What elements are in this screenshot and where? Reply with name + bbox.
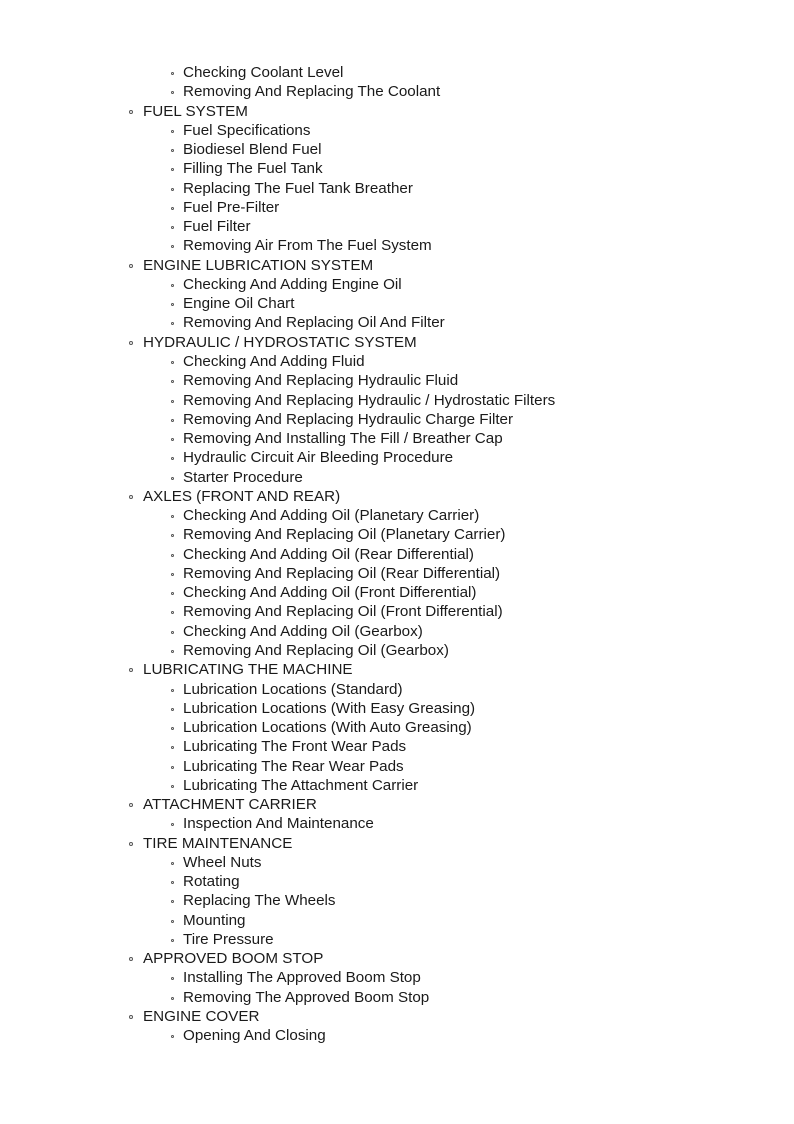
toc-subitem bbox=[0, 988, 794, 1007]
item-label: Rotating bbox=[183, 873, 240, 891]
bullet-icon bbox=[171, 91, 174, 94]
bullet-icon bbox=[171, 457, 174, 460]
bullet-icon bbox=[129, 957, 133, 961]
toc-section-heading bbox=[0, 1007, 794, 1026]
toc-section-heading bbox=[0, 333, 794, 352]
toc-subitem bbox=[0, 1026, 794, 1045]
bullet-icon bbox=[129, 341, 133, 345]
item-label: Removing And Replacing Oil (Rear Differential) bbox=[183, 564, 501, 582]
item-label: Fuel Pre-Filter bbox=[183, 198, 280, 216]
toc-subitem bbox=[0, 294, 794, 313]
toc-section-heading bbox=[0, 834, 794, 853]
toc-subitem bbox=[0, 410, 794, 429]
toc-subitem bbox=[0, 776, 794, 795]
bullet-icon bbox=[171, 920, 174, 923]
toc-subitem bbox=[0, 718, 794, 737]
section-title: LUBRICATING THE MACHINE bbox=[143, 661, 353, 679]
toc-subitem bbox=[0, 699, 794, 718]
bullet-icon bbox=[171, 515, 174, 518]
bullet-icon bbox=[129, 842, 133, 846]
toc-section-heading bbox=[0, 949, 794, 968]
toc-subitem bbox=[0, 930, 794, 949]
item-label: Lubrication Locations (Standard) bbox=[183, 680, 403, 698]
section-title: ENGINE LUBRICATION SYSTEM bbox=[143, 256, 374, 274]
toc-subitem bbox=[0, 391, 794, 410]
bullet-icon bbox=[171, 631, 174, 634]
bullet-icon bbox=[171, 168, 174, 171]
item-label: Checking And Adding Fluid bbox=[183, 352, 365, 370]
toc-subitem bbox=[0, 737, 794, 756]
bullet-icon bbox=[171, 477, 174, 480]
toc-subitem bbox=[0, 891, 794, 910]
bullet-icon bbox=[129, 1015, 133, 1019]
item-label: Inspection And Maintenance bbox=[183, 815, 374, 833]
bullet-icon bbox=[171, 361, 174, 364]
bullet-icon bbox=[171, 977, 174, 980]
bullet-icon bbox=[171, 149, 174, 152]
item-label: Removing And Replacing Hydraulic Fluid bbox=[183, 372, 459, 390]
item-label: Filling The Fuel Tank bbox=[183, 160, 323, 178]
toc-section-heading bbox=[0, 256, 794, 275]
item-label: Installing The Approved Boom Stop bbox=[183, 969, 421, 987]
item-label: Removing And Installing The Fill / Breather Cap bbox=[183, 430, 503, 448]
bullet-icon bbox=[129, 110, 133, 114]
item-label: Fuel Filter bbox=[183, 218, 251, 236]
toc-subitem bbox=[0, 352, 794, 371]
toc-subitem bbox=[0, 757, 794, 776]
bullet-icon bbox=[129, 668, 133, 672]
bullet-icon bbox=[171, 534, 174, 537]
item-label: Wheel Nuts bbox=[183, 853, 262, 871]
bullet-icon bbox=[171, 1035, 174, 1038]
section-title: HYDRAULIC / HYDROSTATIC SYSTEM bbox=[143, 333, 417, 351]
item-label: Removing Air From The Fuel System bbox=[183, 237, 432, 255]
item-label: Replacing The Wheels bbox=[183, 892, 336, 910]
item-label: Removing And Replacing Oil (Planetary Carrier) bbox=[183, 526, 506, 544]
toc-section-heading bbox=[0, 660, 794, 679]
toc-subitem bbox=[0, 198, 794, 217]
item-label: Lubricating The Front Wear Pads bbox=[183, 738, 407, 756]
section-title: AXLES (FRONT AND REAR) bbox=[143, 487, 341, 505]
bullet-icon bbox=[171, 650, 174, 653]
item-label: Biodiesel Blend Fuel bbox=[183, 141, 322, 159]
item-label: Mounting bbox=[183, 911, 246, 929]
item-label: Hydraulic Circuit Air Bleeding Procedure bbox=[183, 449, 454, 467]
bullet-icon bbox=[171, 554, 174, 557]
item-label: Checking And Adding Oil (Front Differential) bbox=[183, 584, 477, 602]
toc-subitem bbox=[0, 121, 794, 140]
bullet-icon bbox=[129, 803, 133, 807]
toc-subitem bbox=[0, 872, 794, 891]
toc-subitem bbox=[0, 968, 794, 987]
bullet-icon bbox=[171, 400, 174, 403]
item-label: Lubricating The Rear Wear Pads bbox=[183, 757, 404, 775]
toc-subitem bbox=[0, 236, 794, 255]
bullet-icon bbox=[171, 727, 174, 730]
bullet-icon bbox=[171, 862, 174, 865]
bullet-icon bbox=[171, 226, 174, 229]
bullet-icon bbox=[171, 823, 174, 826]
bullet-icon bbox=[171, 689, 174, 692]
toc-subitem bbox=[0, 525, 794, 544]
toc-subitem bbox=[0, 63, 794, 82]
toc-subitem bbox=[0, 545, 794, 564]
toc-section-heading bbox=[0, 102, 794, 121]
bullet-icon bbox=[171, 284, 174, 287]
bullet-icon bbox=[171, 419, 174, 422]
bullet-icon bbox=[171, 188, 174, 191]
bullet-icon bbox=[171, 881, 174, 884]
section-title: ATTACHMENT CARRIER bbox=[143, 796, 317, 814]
toc-subitem bbox=[0, 275, 794, 294]
bullet-icon bbox=[171, 939, 174, 942]
item-label: Opening And Closing bbox=[183, 1027, 326, 1045]
section-title: TIRE MAINTENANCE bbox=[143, 834, 293, 852]
item-label: Replacing The Fuel Tank Breather bbox=[183, 179, 413, 197]
toc-subitem bbox=[0, 159, 794, 178]
item-label: Engine Oil Chart bbox=[183, 295, 295, 313]
bullet-icon bbox=[171, 207, 174, 210]
toc-subitem bbox=[0, 641, 794, 660]
item-label: Lubrication Locations (With Easy Greasing) bbox=[183, 699, 476, 717]
bullet-icon bbox=[129, 264, 133, 268]
bullet-icon bbox=[171, 72, 174, 75]
bullet-icon bbox=[171, 997, 174, 1000]
bullet-icon bbox=[171, 245, 174, 248]
toc-subitem bbox=[0, 583, 794, 602]
toc-subitem bbox=[0, 429, 794, 448]
bullet-icon bbox=[171, 746, 174, 749]
item-label: Checking And Adding Oil (Gearbox) bbox=[183, 622, 423, 640]
item-label: Removing And Replacing Oil (Front Differential) bbox=[183, 603, 503, 621]
bullet-icon bbox=[171, 322, 174, 325]
bullet-icon bbox=[171, 785, 174, 788]
bullet-icon bbox=[171, 438, 174, 441]
item-label: Removing The Approved Boom Stop bbox=[183, 988, 430, 1006]
toc-subitem bbox=[0, 371, 794, 390]
toc-subitem bbox=[0, 506, 794, 525]
item-label: Removing And Replacing Hydraulic / Hydrostatic Filters bbox=[183, 391, 556, 409]
toc-subitem bbox=[0, 468, 794, 487]
item-label: Removing And Replacing Hydraulic Charge Filter bbox=[183, 410, 514, 428]
item-label: Removing And Replacing Oil (Gearbox) bbox=[183, 641, 449, 659]
bullet-icon bbox=[171, 900, 174, 903]
toc-subitem bbox=[0, 814, 794, 833]
item-label: Fuel Specifications bbox=[183, 121, 311, 139]
item-label: Checking And Adding Oil (Planetary Carrier) bbox=[183, 507, 480, 525]
section-title: ENGINE COVER bbox=[143, 1008, 260, 1026]
toc-subitem bbox=[0, 82, 794, 101]
toc-subitem bbox=[0, 602, 794, 621]
toc-subitem bbox=[0, 448, 794, 467]
item-label: Checking And Adding Oil (Rear Differential) bbox=[183, 545, 474, 563]
bullet-icon bbox=[171, 380, 174, 383]
bullet-icon bbox=[129, 495, 133, 499]
item-label: Removing And Replacing Oil And Filter bbox=[183, 314, 445, 332]
item-label: Removing And Replacing The Coolant bbox=[183, 83, 441, 101]
bullet-icon bbox=[171, 573, 174, 576]
bullet-icon bbox=[171, 611, 174, 614]
bullet-icon bbox=[171, 708, 174, 711]
bullet-icon bbox=[171, 766, 174, 769]
toc-subitem bbox=[0, 179, 794, 198]
item-label: Starter Procedure bbox=[183, 468, 303, 486]
bullet-icon bbox=[171, 592, 174, 595]
item-label: Checking And Adding Engine Oil bbox=[183, 275, 402, 293]
bullet-icon bbox=[171, 130, 174, 133]
toc-section-heading bbox=[0, 795, 794, 814]
toc-subitem bbox=[0, 313, 794, 332]
item-label: Lubrication Locations (With Auto Greasing) bbox=[183, 719, 472, 737]
toc-subitem bbox=[0, 217, 794, 236]
toc-section-heading bbox=[0, 487, 794, 506]
bullet-icon bbox=[171, 303, 174, 306]
item-label: Tire Pressure bbox=[183, 930, 274, 948]
toc-subitem bbox=[0, 853, 794, 872]
toc-subitem bbox=[0, 140, 794, 159]
toc-subitem bbox=[0, 564, 794, 583]
item-label: Checking Coolant Level bbox=[183, 64, 344, 81]
toc-subitem bbox=[0, 911, 794, 930]
toc-subitem bbox=[0, 680, 794, 699]
item-label: Lubricating The Attachment Carrier bbox=[183, 776, 419, 794]
toc-subitem bbox=[0, 622, 794, 641]
table-of-contents bbox=[0, 63, 794, 1046]
section-title: FUEL SYSTEM bbox=[143, 102, 248, 120]
section-title: APPROVED BOOM STOP bbox=[143, 950, 324, 968]
